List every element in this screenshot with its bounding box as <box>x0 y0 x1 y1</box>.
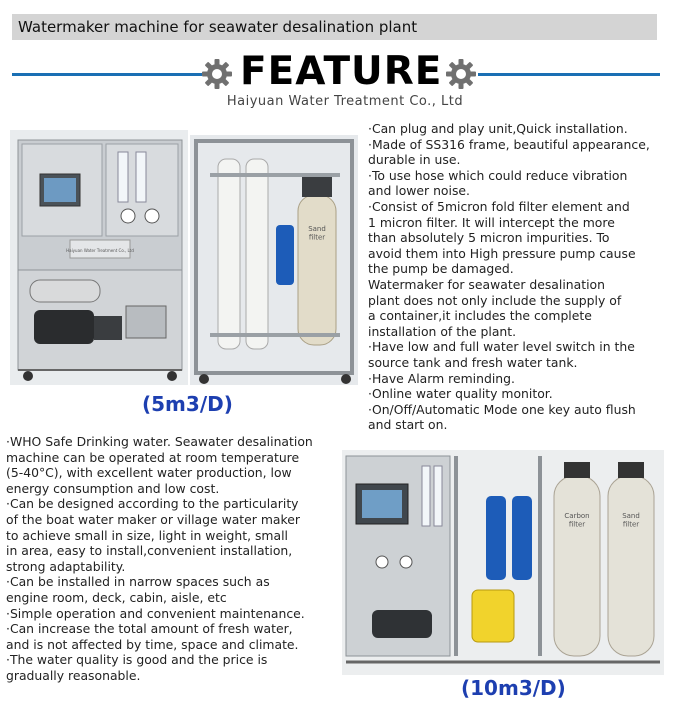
divider-left <box>12 73 202 76</box>
divider-right <box>478 73 660 76</box>
list-item: ·Can be designed according to the particularity of the boat water maker or village water maker to achieve small in size, light in weight, small in area, easy to install,convenient installation, strong adaptability. <box>6 496 300 574</box>
list-item: ·On/Off/Automatic Mode one key auto flush and start on. <box>368 401 636 433</box>
list-item: ·Consist of 5micron fold filter element and 1 micron filter. It will intercept the more than absolutely 5 micron impurities. To avoid them into High pressure pump cause the pump be damaged. <box>368 198 636 277</box>
list-item: ·Have low and full water level switch in the source tank and fresh water tank. <box>368 339 635 370</box>
list-item: ·The water quality is good and the price is gradually reasonable. <box>6 652 268 683</box>
list-item: ·WHO Safe Drinking water. Seawater desalination machine can be operated at room temperature (5-40°C), with excellent water production, low energy consumption and low cost. <box>6 434 313 496</box>
caption-5m3: (5m3/D) <box>142 392 233 416</box>
caption-10m3: (10m3/D) <box>461 676 566 700</box>
benefit-list <box>6 434 356 684</box>
panel-label: Haiyuan Water Treatment Co., Ltd <box>66 248 134 253</box>
company-name: Haiyuan Water Treatment Co., Ltd <box>226 94 464 109</box>
carbon-filter-label: Carbon filter <box>564 512 590 529</box>
sand-filter-label: Sand filter <box>308 225 326 242</box>
feature-list <box>368 121 674 433</box>
unit-5m3-front-photo <box>10 130 188 385</box>
page-title: Watermaker machine for seawater desalination plant <box>12 14 657 40</box>
list-item: ·Can be installed in narrow spaces such as engine room, deck, cabin, aisle, etc <box>6 574 270 605</box>
list-item: ·Can plug and play unit,Quick installation. <box>368 121 628 136</box>
list-item: Watermaker for seawater desalination plant does not only include the supply of a container,it includes the complete installation of the plant. <box>368 276 622 339</box>
list-item: ·Have Alarm reminding. <box>368 370 515 386</box>
gear-icon <box>201 58 233 90</box>
list-item: ·Simple operation and convenient maintenance. <box>6 605 305 621</box>
list-item: ·Can increase the total amount of fresh water, and is not affected by time, space and climate. <box>6 621 299 652</box>
unit-5m3-side-photo <box>190 135 358 385</box>
gear-icon <box>445 58 477 90</box>
list-item: ·Made of SS316 frame, beautiful appearance, durable in use. <box>368 136 650 168</box>
feature-heading: FEATURE <box>240 49 443 94</box>
unit-10m3-photo <box>342 450 664 675</box>
list-item: ·To use hose which could reduce vibration and lower noise. <box>368 167 628 199</box>
list-item: ·Online water quality monitor. <box>368 386 553 402</box>
sand-filter-label: Sand filter <box>622 512 640 529</box>
